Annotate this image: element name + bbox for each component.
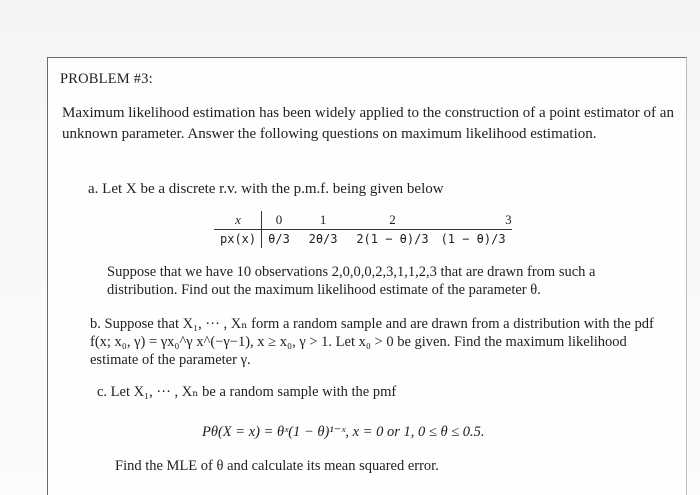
- pmf-table: [214, 211, 512, 248]
- pmf-row-header-p: px(x): [214, 230, 262, 249]
- pmf-x-value: 2: [350, 211, 434, 230]
- pmf-p-value: 2(1 − θ)/3: [356, 232, 429, 246]
- part-c-statement: c. Let X₁, ··· , Xₙ be a random sample with the pmf: [97, 384, 397, 400]
- part-b-statement: b. Suppose that X₁, ··· , Xₙ form a random sample and are drawn from a distribution with the pdf f(x; x₀, γ) = γx₀^γ x^(−γ−1), x ≥ x₀, γ > 1. Let x₀ > 0 be given. Find the maximum likelihood estimate of the parameter γ.: [90, 316, 654, 368]
- pmf-x-value: 0: [262, 211, 296, 230]
- part-c-formula: Pθ(X = x) = θˣ(1 − θ)¹⁻ˣ, x = 0 or 1, 0 ≤ θ ≤ 0.5.: [202, 424, 485, 440]
- part-a-followup: Suppose that we have 10 observations 2,0,0,0,2,3,1,1,2,3 that are drawn from such a distribution. Find out the maximum likelihood estimate of the parameter θ.: [107, 264, 596, 298]
- intro-paragraph: Maximum likelihood estimation has been widely applied to the construction of a point estimator of an unknown parameter. Answer the following questions on maximum likelihood estimation.: [62, 105, 674, 142]
- part-a-statement: a. Let X be a discrete r.v. with the p.m.f. being given below: [88, 181, 444, 197]
- pmf-x-value: 3: [435, 211, 512, 230]
- pmf-table-x-row: [214, 211, 512, 230]
- part-c-question: Find the MLE of θ and calculate its mean squared error.: [115, 458, 439, 474]
- pmf-x-value: 1: [296, 211, 351, 230]
- problem-heading: PROBLEM #3:: [60, 71, 153, 87]
- pmf-p-value: 2θ/3: [308, 232, 338, 246]
- pmf-p-value: (1 − θ)/3: [440, 232, 506, 246]
- pmf-p-value: θ/3: [268, 232, 290, 246]
- pmf-row-header-x: x: [214, 211, 262, 230]
- pmf-table-p-row: [214, 230, 512, 249]
